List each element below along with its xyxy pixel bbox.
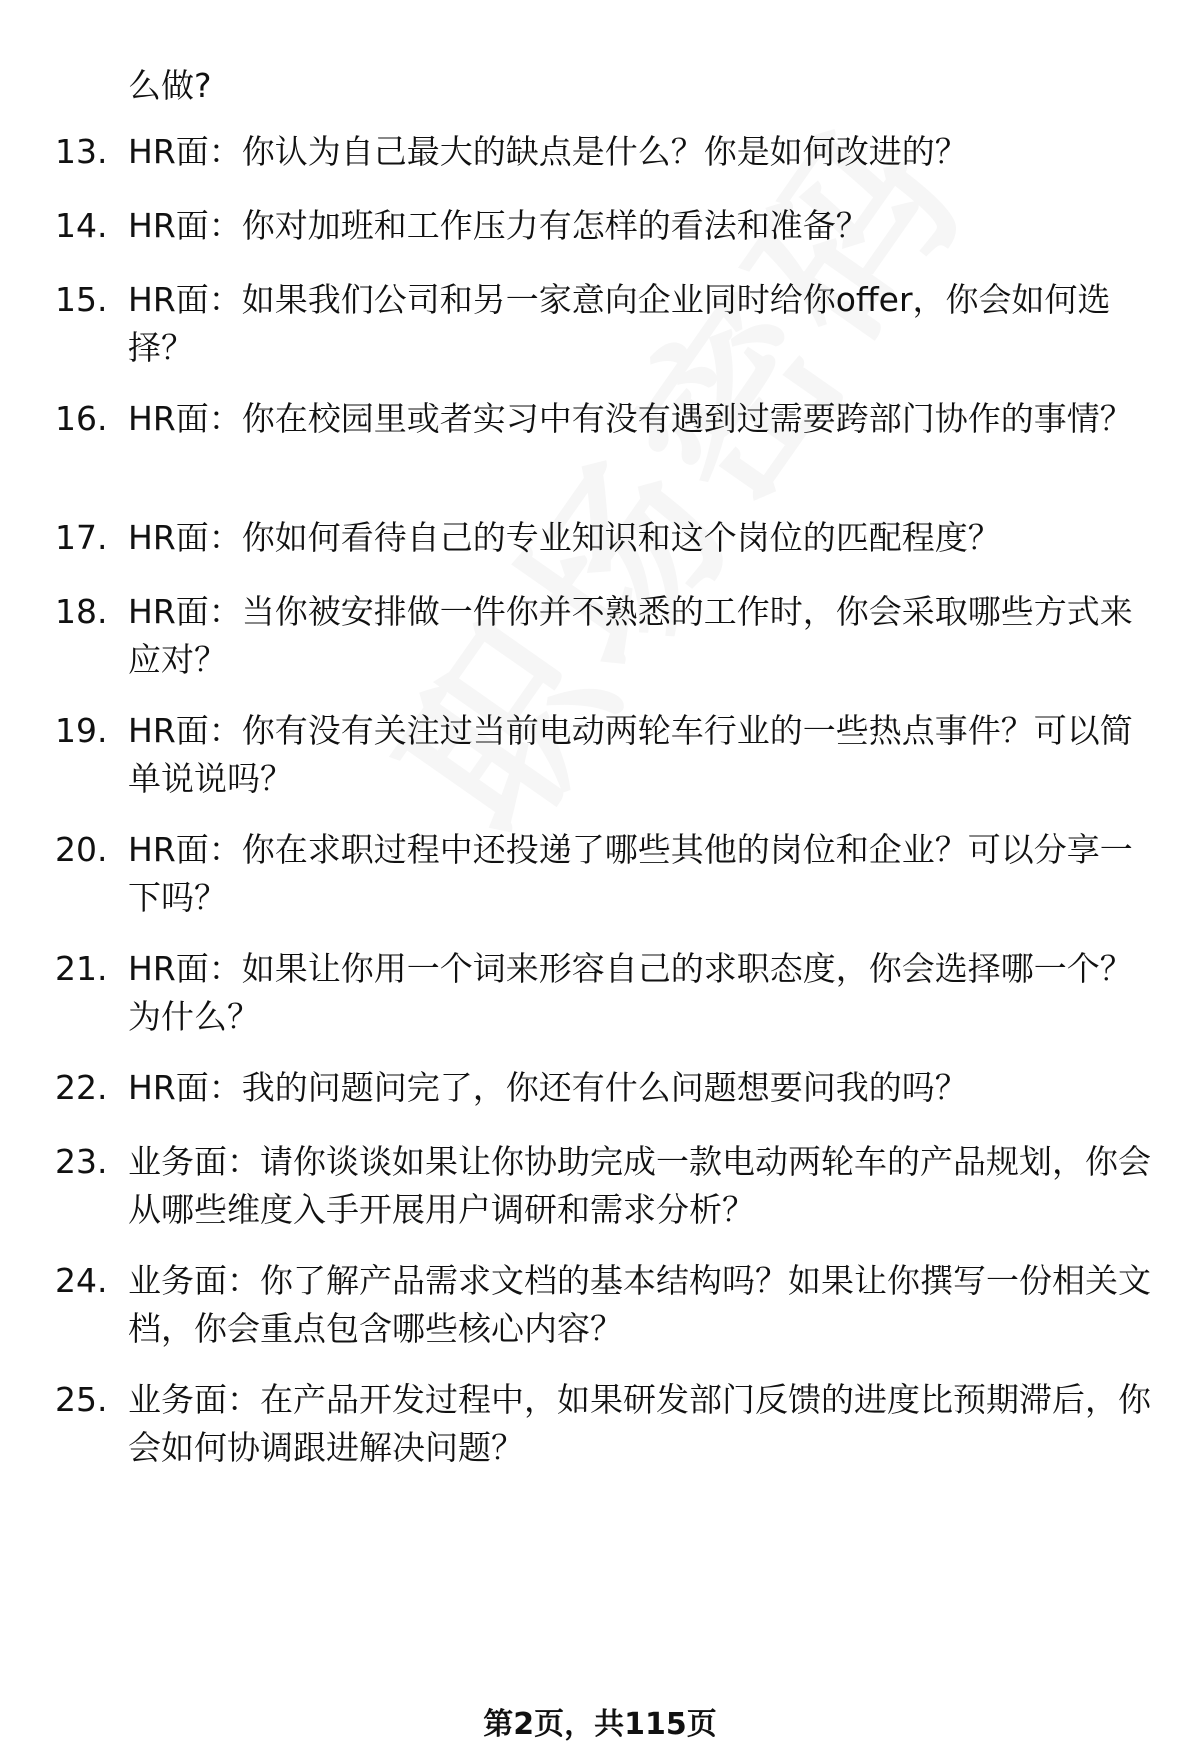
item-text: HR面：你在求职过程中还投递了哪些其他的岗位和企业？可以分享一下吗？ xyxy=(128,830,1133,917)
continued-text: 么做? xyxy=(128,66,212,105)
item-text: 业务面：请你谈谈如果让你协助完成一款电动两轮车的产品规划，你会从哪些维度入手开展用户调研和需求分析？ xyxy=(128,1142,1151,1229)
item-number: 18. xyxy=(55,592,108,631)
item-number: 22. xyxy=(55,1068,108,1107)
item-number: 21. xyxy=(55,949,108,988)
item-text: 业务面：在产品开发过程中，如果研发部门反馈的进度比预期滞后，你会如何协调跟进解决问题？ xyxy=(128,1380,1151,1467)
item-number: 14. xyxy=(55,206,108,245)
item-number: 15. xyxy=(55,280,108,319)
item-text: HR面：当你被安排做一件你并不熟悉的工作时，你会采取哪些方式来应对？ xyxy=(128,592,1133,679)
item-text: HR面：你如何看待自己的专业知识和这个岗位的匹配程度？ xyxy=(128,518,1001,557)
item-number: 20. xyxy=(55,830,108,869)
item-number: 25. xyxy=(55,1380,108,1419)
item-number: 13. xyxy=(55,132,108,171)
item-text: HR面：你认为自己最大的缺点是什么？你是如何改进的？ xyxy=(128,132,968,171)
item-text: HR面：你对加班和工作压力有怎样的看法和准备？ xyxy=(128,206,869,245)
item-number: 16. xyxy=(55,399,108,438)
item-number: 24. xyxy=(55,1261,108,1300)
item-number: 23. xyxy=(55,1142,108,1181)
item-text: 业务面：你了解产品需求文档的基本结构吗？如果让你撰写一份相关文档，你会重点包含哪些核心内容？ xyxy=(128,1261,1151,1348)
item-text: HR面：我的问题问完了，你还有什么问题想要问我的吗？ xyxy=(128,1068,968,1107)
item-text: HR面：如果我们公司和另一家意向企业同时给你offer，你会如何选择？ xyxy=(128,280,1111,367)
item-text: HR面：如果让你用一个词来形容自己的求职态度，你会选择哪一个？为什么？ xyxy=(128,949,1133,1036)
page-footer: 第2页，共115页 xyxy=(483,1707,717,1742)
item-number: 19. xyxy=(55,711,108,750)
item-number: 17. xyxy=(55,518,108,557)
item-text: HR面：你在校园里或者实习中有没有遇到过需要跨部门协作的事情？ xyxy=(128,399,1133,438)
item-text: HR面：你有没有关注过当前电动两轮车行业的一些热点事件？可以简单说说吗？ xyxy=(128,711,1133,798)
